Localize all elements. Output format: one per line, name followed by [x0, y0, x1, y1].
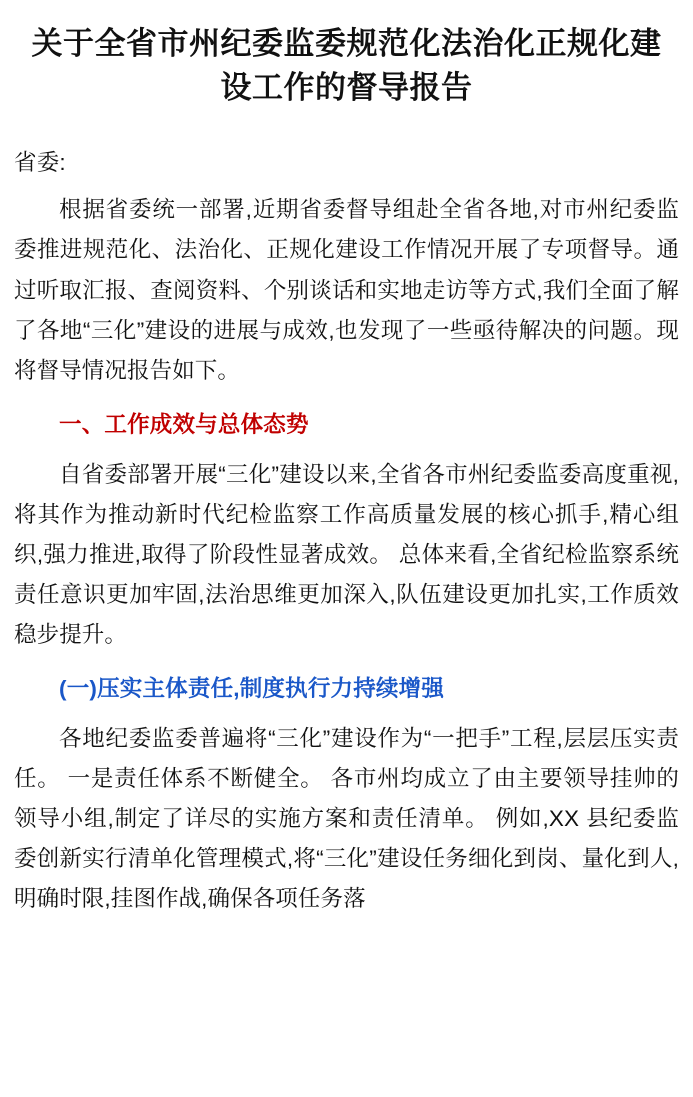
section-1-paragraph: 自省委部署开展“三化”建设以来,全省各市州纪委监委高度重视,将其作为推动新时代纪检监察工作高质量发展的核心抓手,精心组织,强力推进,取得了阶段性显著成效。 总体来看,全省纪检监察系统责任意识更加牢固,法治思维更加深入,队伍建设更加扎实,工作质效稳步提升。: [14, 461, 679, 647]
subsection-heading-1-1: (一)压实主体责任,制度执行力持续增强: [59, 675, 445, 701]
section-heading-1: 一、工作成效与总体态势: [59, 411, 309, 437]
page-title: 关于全省市州纪委监委规范化法治化正规化建设工作的督导报告: [31, 26, 662, 106]
salutation: 省委:: [14, 150, 66, 176]
intro-paragraph: 根据省委统一部署,近期省委督导组赴全省各地,对市州纪委监委推进规范化、法治化、正规化建设工作情况开展了专项督导。通过听取汇报、查阅资料、个别谈话和实地走访等方式,我们全面了解了各地“三化”建设的进展与成效,也发现了一些亟待解决的问题。现将督导情况报告如下。: [14, 197, 679, 383]
subsection-1-1-paragraph: 各地纪委监委普遍将“三化”建设作为“一把手”工程,层层压实责任。 一是责任体系不断健全。 各市州均成立了由主要领导挂帅的领导小组,制定了详尽的实施方案和责任清单。 例如,XX 县纪委监委创新实行清单化管理模式,将“三化”建设任务细化到岗、量化到人,明确时限,挂图作战,确保各项任务落: [14, 725, 679, 912]
